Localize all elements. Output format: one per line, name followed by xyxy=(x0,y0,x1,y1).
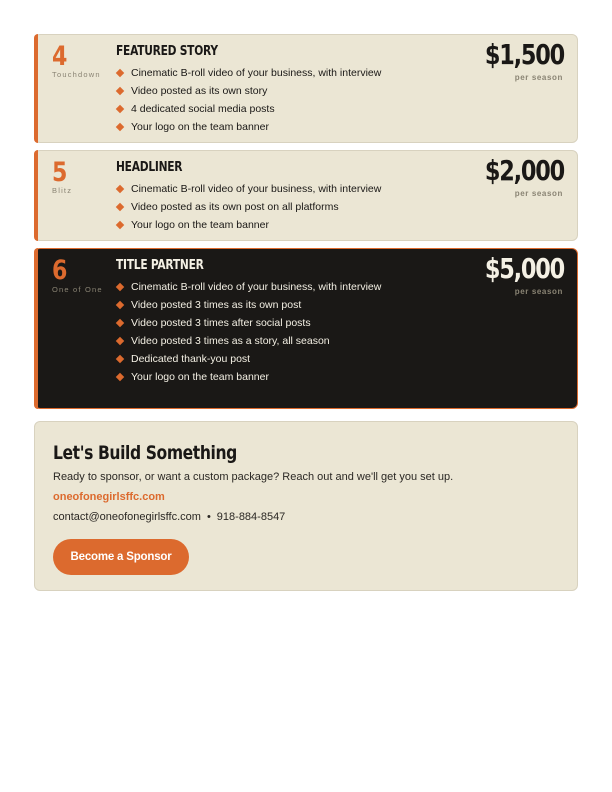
tier-card-touchdown xyxy=(34,34,578,143)
tier-name: TITLE PARTNER xyxy=(116,258,204,273)
tier-feature: Video posted as its own story xyxy=(116,84,381,102)
tier-feature: Cinematic B-roll video of your business, with interview xyxy=(116,280,381,298)
tier-period: per season xyxy=(514,73,563,82)
contact-details xyxy=(53,511,285,523)
tier-feature: Your logo on the team banner xyxy=(116,370,381,388)
tier-number: 6 xyxy=(52,255,67,286)
website-link[interactable]: oneofonegirlsffc.com xyxy=(53,491,165,503)
tier-price: $1,500 xyxy=(484,38,564,71)
tier-feature: Video posted as its own post on all platforms xyxy=(116,200,381,218)
tier-card-blitz xyxy=(34,150,578,241)
tier-feature: Video posted 3 times as a story, all season xyxy=(116,334,381,352)
tier-period: per season xyxy=(514,287,563,296)
tier-number: 5 xyxy=(52,157,67,188)
tier-feature-list xyxy=(116,280,381,388)
tier-name: HEADLINER xyxy=(116,160,183,175)
tier-price: $2,000 xyxy=(484,154,564,187)
contact-title: Let's Build Something xyxy=(53,442,237,464)
tier-feature: Video posted 3 times after social posts xyxy=(116,316,381,334)
tier-feature: Your logo on the team banner xyxy=(116,120,381,138)
tier-card-one-of-one xyxy=(34,248,578,409)
tier-tag: Blitz xyxy=(52,186,73,195)
tier-price: $5,000 xyxy=(484,252,564,285)
contact-separator: • xyxy=(206,511,211,523)
email-link[interactable]: contact@oneofonegirlsffc.com xyxy=(53,511,201,523)
tier-tag: One of One xyxy=(52,285,103,294)
become-sponsor-button[interactable]: Become a Sponsor xyxy=(53,539,189,575)
tier-feature: Video posted 3 times as its own post xyxy=(116,298,381,316)
tier-feature: 4 dedicated social media posts xyxy=(116,102,381,120)
tier-period: per season xyxy=(514,189,563,198)
tier-feature: Cinematic B-roll video of your business, with interview xyxy=(116,182,381,200)
tier-tag: Touchdown xyxy=(52,70,101,79)
tier-number: 4 xyxy=(52,41,67,72)
tier-feature-list xyxy=(116,182,381,236)
tier-feature: Dedicated thank-you post xyxy=(116,352,381,370)
tier-feature-list xyxy=(116,66,381,138)
tier-name: FEATURED STORY xyxy=(116,44,218,59)
tier-feature: Your logo on the team banner xyxy=(116,218,381,236)
tier-feature: Cinematic B-roll video of your business, with interview xyxy=(116,66,381,84)
phone-number[interactable]: 918-884-8547 xyxy=(216,511,286,523)
contact-card xyxy=(34,421,578,591)
contact-text: Ready to sponsor, or want a custom package? Reach out and we'll get you set up. xyxy=(53,471,454,483)
